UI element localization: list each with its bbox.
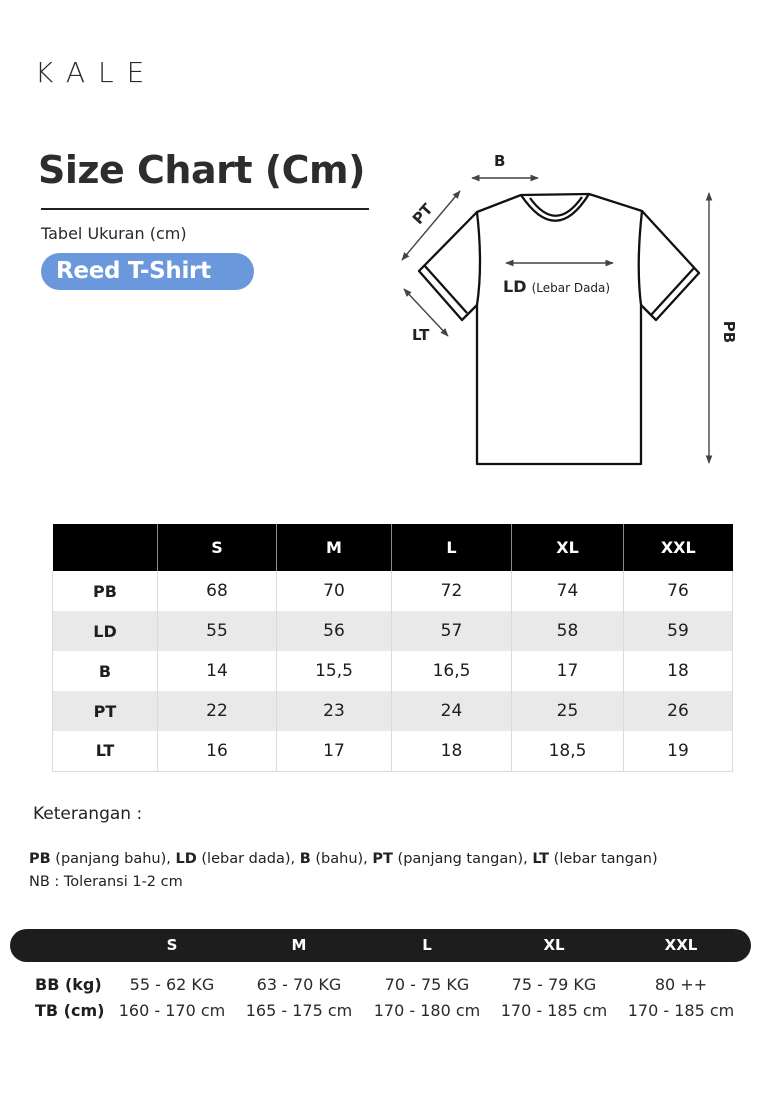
row-label: LD bbox=[53, 611, 158, 651]
table-cell: 18 bbox=[624, 651, 733, 691]
table-header-l: L bbox=[392, 524, 512, 571]
diagram-label-ld-code: LD bbox=[503, 277, 527, 296]
legend-title: Keterangan : bbox=[33, 804, 143, 824]
table-cell: 76 bbox=[624, 571, 733, 611]
diagram-label-lt: LT bbox=[412, 326, 430, 344]
table-header-xl: XL bbox=[512, 524, 624, 571]
legend-code: PT bbox=[372, 851, 393, 867]
table-cell: 26 bbox=[624, 691, 733, 731]
body-guide-cell: 170 - 185 cm bbox=[627, 1001, 735, 1020]
tshirt-measurement-diagram bbox=[390, 145, 750, 475]
row-label: PB bbox=[53, 571, 158, 611]
body-guide-cell: 63 - 70 KG bbox=[256, 975, 342, 994]
table-header-row bbox=[53, 524, 733, 571]
legend-desc: (bahu), bbox=[310, 851, 373, 867]
table-cell: 58 bbox=[512, 611, 624, 651]
table-cell: 24 bbox=[392, 691, 512, 731]
body-guide-row-weight bbox=[0, 973, 762, 997]
body-guide-cell: 75 - 79 KG bbox=[511, 975, 597, 994]
table-header-s: S bbox=[158, 524, 277, 571]
legend-desc: (lebar tangan) bbox=[549, 851, 658, 867]
page-subtitle: Tabel Ukuran (cm) bbox=[41, 224, 187, 243]
diagram-label-ld-desc: (Lebar Dada) bbox=[531, 281, 611, 295]
body-guide-cell: 80 ++ bbox=[654, 975, 708, 994]
table-cell: 23 bbox=[277, 691, 392, 731]
tshirt-outline-icon bbox=[390, 145, 750, 475]
table-cell: 72 bbox=[392, 571, 512, 611]
table-row bbox=[53, 651, 733, 691]
table-cell: 70 bbox=[277, 571, 392, 611]
diagram-label-pt: PT bbox=[408, 200, 437, 228]
table-cell: 59 bbox=[624, 611, 733, 651]
table-cell: 16 bbox=[158, 731, 277, 771]
tolerance-note: NB : Toleransi 1-2 cm bbox=[29, 874, 183, 890]
legend-desc: (panjang bahu), bbox=[50, 851, 176, 867]
body-guide-label: BB (kg) bbox=[35, 975, 102, 994]
body-guide-header-bar bbox=[10, 929, 751, 962]
row-label: LT bbox=[53, 731, 158, 771]
table-cell: 74 bbox=[512, 571, 624, 611]
table-row bbox=[53, 571, 733, 611]
table-header-m: M bbox=[277, 524, 392, 571]
body-guide-row-height bbox=[0, 999, 762, 1023]
body-guide-header-xl: XL bbox=[543, 936, 565, 954]
diagram-label-b: B bbox=[494, 152, 506, 170]
table-cell: 16,5 bbox=[392, 651, 512, 691]
legend-definitions bbox=[29, 851, 658, 867]
table-cell: 17 bbox=[512, 651, 624, 691]
table-cell: 15,5 bbox=[277, 651, 392, 691]
row-label: B bbox=[53, 651, 158, 691]
body-guide-header-s: S bbox=[166, 936, 178, 954]
table-cell: 68 bbox=[158, 571, 277, 611]
legend-code: B bbox=[299, 851, 311, 867]
table-cell: 57 bbox=[392, 611, 512, 651]
body-guide-cell: 160 - 170 cm bbox=[118, 1001, 226, 1020]
body-guide-header-m: M bbox=[291, 936, 307, 954]
page-title: Size Chart (Cm) bbox=[38, 148, 365, 192]
diagram-label-ld bbox=[503, 277, 610, 296]
body-guide-header-l: L bbox=[422, 936, 432, 954]
body-guide-cell: 70 - 75 KG bbox=[384, 975, 470, 994]
diagram-label-pb: PB bbox=[720, 320, 739, 344]
size-measurement-table bbox=[52, 524, 733, 772]
legend-code: LT bbox=[532, 851, 550, 867]
body-guide-label: TB (cm) bbox=[35, 1001, 105, 1020]
table-cell: 18,5 bbox=[512, 731, 624, 771]
table-cell: 14 bbox=[158, 651, 277, 691]
row-label: PT bbox=[53, 691, 158, 731]
table-row bbox=[53, 611, 733, 651]
table-cell: 56 bbox=[277, 611, 392, 651]
table-cell: 25 bbox=[512, 691, 624, 731]
legend-code: PB bbox=[29, 851, 51, 867]
table-cell: 19 bbox=[624, 731, 733, 771]
legend-code: LD bbox=[175, 851, 197, 867]
body-guide-cell: 165 - 175 cm bbox=[245, 1001, 353, 1020]
body-guide-cell: 170 - 180 cm bbox=[373, 1001, 481, 1020]
table-cell: 17 bbox=[277, 731, 392, 771]
product-name-badge: Reed T-Shirt bbox=[41, 253, 254, 290]
body-guide-cell: 55 - 62 KG bbox=[129, 975, 215, 994]
brand-logo: KALE bbox=[35, 56, 158, 89]
table-row bbox=[53, 731, 733, 771]
table-header-xxl: XXL bbox=[624, 524, 733, 571]
table-row bbox=[53, 691, 733, 731]
table-cell: 55 bbox=[158, 611, 277, 651]
body-guide-cell: 170 - 185 cm bbox=[500, 1001, 608, 1020]
table-cell: 22 bbox=[158, 691, 277, 731]
body-guide-header-xxl: XXL bbox=[664, 936, 698, 954]
table-header-corner bbox=[53, 524, 158, 571]
legend-desc: (panjang tangan), bbox=[392, 851, 533, 867]
title-divider bbox=[41, 208, 369, 210]
table-cell: 18 bbox=[392, 731, 512, 771]
legend-desc: (lebar dada), bbox=[196, 851, 300, 867]
